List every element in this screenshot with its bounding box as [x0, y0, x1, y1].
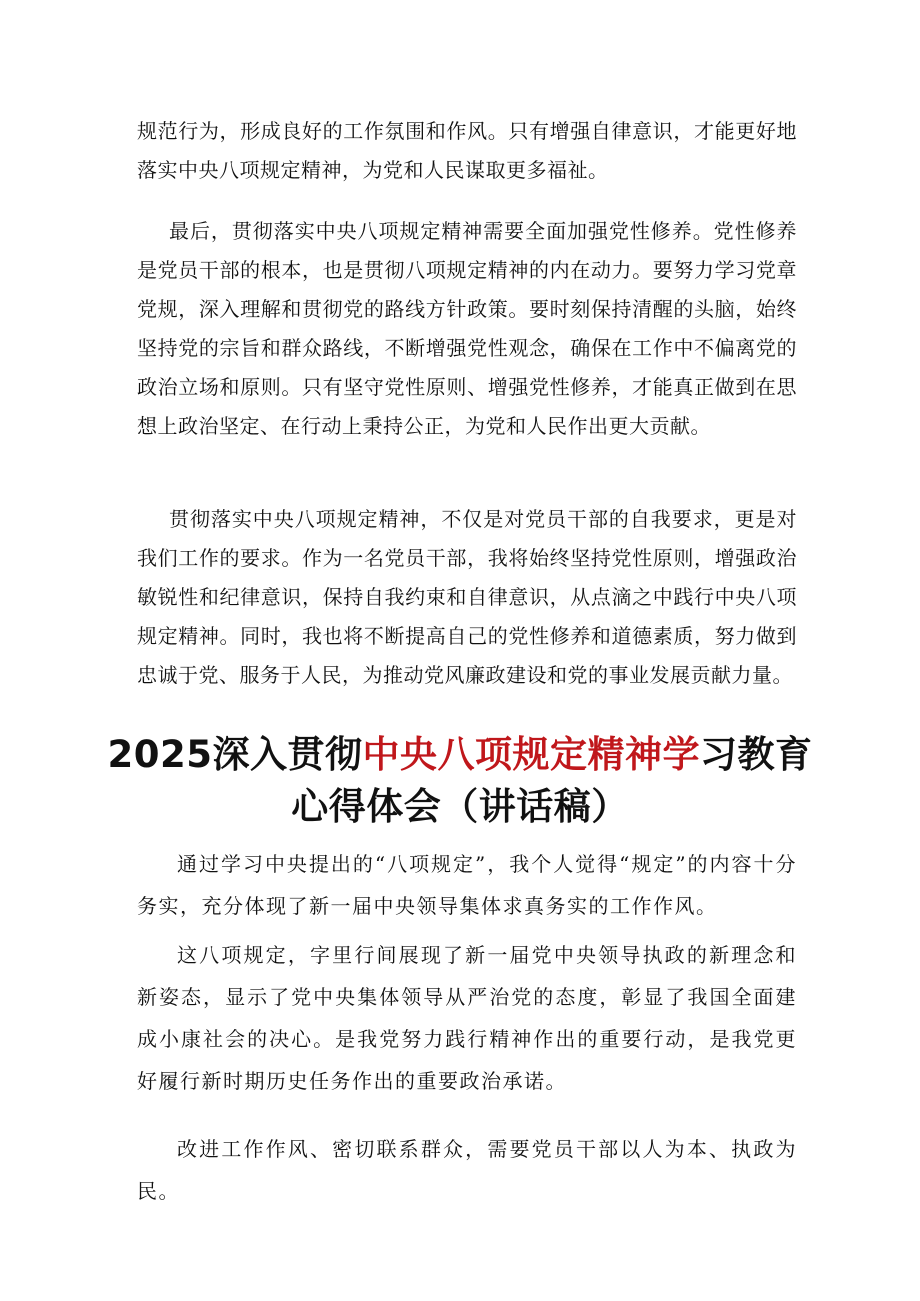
paragraph-party-spirit: 最后，贯彻落实中央八项规定精神需要全面加强党性修养。党性修养是党员干部的根本，也是贯彻八项规定精神的内在动力。要努力学习党章党规，深入理解和贯彻党的路线方针政策。要时刻保持清醒的头脑，始终坚持党的宗旨和群众路线，不断增强党性观念，确保在工作中不偏离党的政治立场和原则。只有坚守党性原则、增强党性修养，才能真正做到在思想上政治坚定、在行动上秉持公正，为党和人民作出更大贡献。 — [137, 219, 797, 438]
speech-paragraph-1: 通过学习中央提出的“八项规定”，我个人觉得“规定”的内容十分务实，充分体现了新一届中央领导集体求真务实的工作作风。 — [137, 852, 797, 918]
article-title-line-1 — [100, 728, 820, 782]
title-highlight: 中央八项规定精神学 — [362, 733, 700, 776]
paragraph-conclusion: 贯彻落实中央八项规定精神，不仅是对党员干部的自我要求，更是对我们工作的要求。作为一名党员干部，我将始终坚持党性原则，增强政治敏锐性和纪律意识，保持自我约束和自律意识，从点滴之中践行中央八项规定精神。同时，我也将不断提高自己的党性修养和道德素质，努力做到忠诚于党、服务于人民，为推动党风廉政建设和党的事业发展贡献力量。 — [137, 507, 797, 687]
paragraph-continued: 规范行为，形成良好的工作氛围和作风。只有增强自律意识，才能更好地落实中央八项规定精神，为党和人民谋取更多福祉。 — [137, 119, 797, 182]
speech-paragraph-3: 改进工作作风、密切联系群众，需要党员干部以人为本、执政为民。 — [137, 1137, 797, 1203]
title-prefix: 2025深入贯彻 — [107, 733, 363, 776]
title-suffix: 习教育 — [699, 733, 813, 776]
speech-paragraph-2: 这八项规定，字里行间展现了新一届党中央领导执政的新理念和新姿态，显示了党中央集体领导从严治党的态度，彰显了我国全面建成小康社会的决心。是我党努力践行精神作出的重要行动，是我党更好履行新时期历史任务作出的重要政治承诺。 — [137, 943, 797, 1093]
article-title-line-2: 心得体会（讲话稿） — [291, 785, 629, 828]
